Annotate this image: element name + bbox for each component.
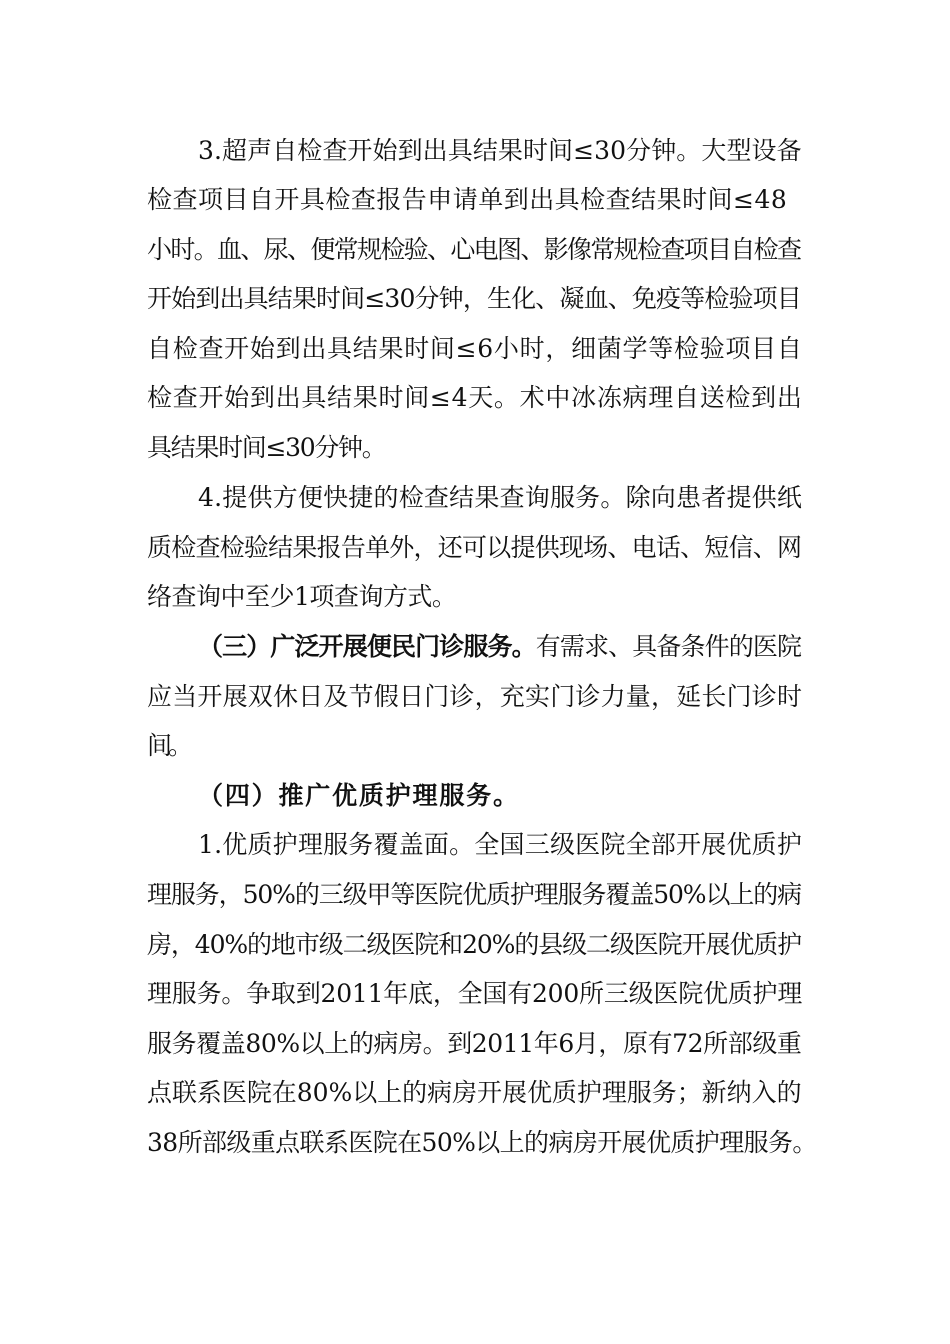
- section-four-heading-line: [198, 780, 520, 812]
- paragraph-1-line-6: [147, 1077, 802, 1109]
- paragraph-1-line-1: [198, 829, 802, 861]
- paragraph-1-line-2: [147, 879, 801, 911]
- line-text: 点联系医院在80%以上的病房开展优质护理服务；新纳入的: [147, 1078, 802, 1107]
- paragraph-1-line-5: [147, 1028, 802, 1060]
- paragraph-4-line-3: [147, 581, 456, 613]
- paragraph-3-line-3: [147, 234, 800, 266]
- line-text: 应当开展双休日及节假日门诊，充实门诊力量，延长门诊时: [147, 682, 803, 711]
- section-three-line-1: [198, 631, 801, 663]
- line-text: 服务覆盖80%以上的病房。到2011年6月，原有72所部级重: [147, 1029, 802, 1058]
- line-text: 自检查开始到出具结果时间≤6小时，细菌学等检验项目自: [147, 334, 803, 363]
- line-text: 理服务，50%的三级甲等医院优质护理服务覆盖50%以上的病: [147, 880, 802, 909]
- section-three-line-3: [147, 730, 189, 762]
- paragraph-1-line-4: [147, 978, 802, 1010]
- line-text: 4.提供方便快捷的检查结果查询服务。除向患者提供纸: [198, 483, 803, 512]
- line-text: 间。: [147, 731, 190, 760]
- line-text: 具结果时间≤30分钟。: [147, 433, 386, 462]
- section-four-heading: （四）推广优质护理服务。: [198, 781, 520, 810]
- paragraph-3-line-1: [198, 135, 802, 167]
- line-text: 小时。血、尿、便常规检验、心电图、影像常规检查项目自检查: [147, 235, 801, 264]
- line-text: 开始到出具结果时间≤30分钟，生化、凝血、免疫等检验项目: [147, 284, 801, 313]
- line-text: 检查项目自开具检查报告申请单到出具检查结果时间≤48: [147, 185, 788, 214]
- paragraph-1-line-7: [147, 1127, 817, 1159]
- paragraph-4-line-2: [147, 532, 801, 564]
- paragraph-3-line-4: [147, 283, 801, 315]
- paragraph-1-line-3: [147, 929, 801, 961]
- line-text: 检查开始到出具结果时间≤4天。术中冰冻病理自送检到出: [147, 383, 803, 412]
- line-text: 质检查检验结果报告单外，还可以提供现场、电话、短信、网: [147, 533, 802, 562]
- section-three-heading: （三）广泛开展便民门诊服务。: [198, 632, 536, 661]
- paragraph-3-line-5: [147, 333, 803, 365]
- line-text: 38所部级重点联系医院在50%以上的病房开展优质护理服务。: [147, 1128, 817, 1157]
- line-text: 1.优质护理服务覆盖面。全国三级医院全部开展优质护: [198, 830, 803, 859]
- line-text: 3.超声自检查开始到出具结果时间≤30分钟。大型设备: [198, 136, 802, 165]
- line-text: 理服务。争取到2011年底，全国有200所三级医院优质护理: [147, 979, 803, 1008]
- paragraph-3-line-6: [147, 382, 803, 414]
- section-three-line-2: [147, 681, 802, 713]
- line-text: 络查询中至少1项查询方式。: [147, 582, 457, 611]
- line-text: 有需求、具备条件的医院: [535, 632, 802, 661]
- paragraph-3-line-7: [147, 432, 385, 464]
- line-text: 房，40%的地市级二级医院和20%的县级二级医院开展优质护: [147, 930, 802, 959]
- paragraph-4-line-1: [198, 482, 802, 514]
- paragraph-3-line-2: [147, 184, 787, 216]
